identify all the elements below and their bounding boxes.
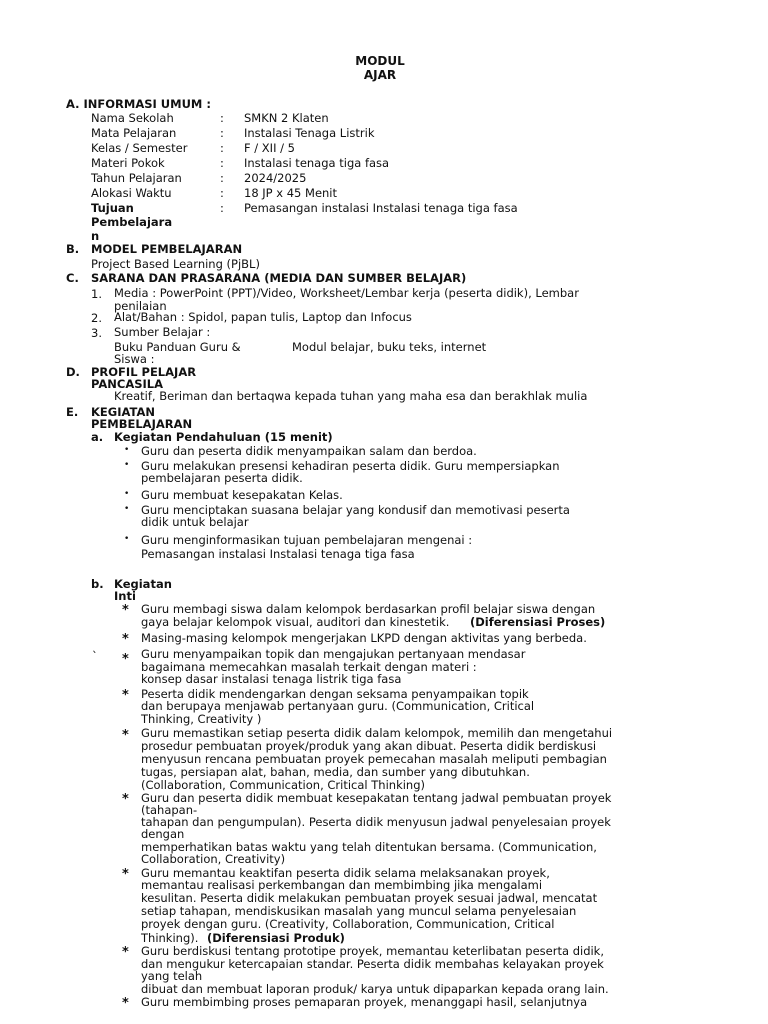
star-bullet-icon: * — [122, 632, 129, 647]
section-d-letter: D. — [66, 365, 80, 379]
list-number: 3. — [91, 326, 102, 340]
document-title-line-2: AJAR — [363, 68, 397, 82]
info-colon: : — [220, 186, 224, 200]
list-item-line: memperhatikan batas waktu yang telah ditentukan bersama. (Communication, — [141, 840, 597, 854]
list-item-line: Alat/Bahan : Spidol, papan tulis, Laptop dan Infocus — [114, 310, 412, 324]
list-item-line: Guru menciptakan suasana belajar yang kondusif dan memotivasi peserta — [141, 503, 570, 517]
info-label: Tahun Pelajaran — [91, 171, 182, 185]
info-colon: : — [220, 171, 224, 185]
list-item-line: didik untuk belajar — [141, 515, 249, 529]
subsection-a-heading: Kegiatan Pendahuluan (15 menit) — [114, 430, 333, 444]
subsection-b-heading: Inti — [114, 589, 136, 603]
list-item-line: proyek dengan guru. (Creativity, Collaboration, Communication, Critical — [141, 917, 555, 931]
info-value: 2024/2025 — [244, 171, 307, 185]
list-item-line: pembelajaran peserta didik. — [141, 471, 303, 485]
list-item-line: Guru menyampaikan topik dan mengajukan pertanyaan mendasar — [141, 647, 526, 661]
document-title-line-1: MODUL — [355, 54, 405, 68]
section-e-heading: KEGIATAN — [91, 405, 155, 419]
list-item-line: Media : PowerPoint (PPT)/Video, Worksheet/Lembar kerja (peserta didik), Lembar — [114, 286, 579, 300]
list-number: 1. — [91, 287, 102, 301]
list-item-line: Guru memantau keaktifan peserta didik selama melaksanakan proyek, — [141, 866, 550, 880]
list-item-line: konsep dasar instalasi tenaga listrik tiga fasa — [141, 672, 402, 686]
differentiation-tag: (Diferensiasi Produk) — [207, 931, 345, 945]
list-item-line: Guru membimbing proses pemaparan proyek, menanggapi hasil, selanjutnya — [141, 995, 588, 1009]
star-bullet-icon: * — [122, 792, 129, 807]
model-text: Project Based Learning (PjBL) — [91, 257, 260, 271]
list-item-line: Peserta didik mendengarkan dengan seksama penyampaikan topik — [141, 687, 529, 701]
list-item-line: Pemasangan instalasi Instalasi tenaga tiga fasa — [141, 547, 415, 561]
list-item-line: (tahapan- — [141, 803, 198, 817]
section-c-heading: SARANA DAN PRASARANA (MEDIA DAN SUMBER BELAJAR) — [91, 271, 467, 285]
section-d-heading: PROFIL PELAJAR — [91, 365, 197, 379]
bullet-icon: • — [124, 504, 130, 514]
section-a-heading: A. INFORMASI UMUM : — [66, 97, 211, 111]
tujuan-label: Tujuan — [91, 201, 134, 215]
tujuan-label: Pembelajara — [91, 215, 173, 229]
list-item-line: Guru membagi siswa dalam kelompok berdasarkan profil belajar siswa dengan — [141, 602, 596, 616]
info-colon: : — [220, 201, 224, 215]
star-bullet-icon: * — [122, 728, 129, 743]
star-bullet-icon: * — [122, 867, 129, 882]
section-e-heading: PEMBELAJARAN — [91, 417, 193, 431]
star-bullet-icon: * — [122, 688, 129, 703]
list-item-line: Collaboration, Creativity) — [141, 852, 286, 866]
tujuan-label: n — [91, 229, 100, 243]
list-item-line: dan mengukur ketercapaian standar. Peserta didik membahas kelayakan proyek — [141, 957, 604, 971]
list-item-line: setiap tahapan, mendiskusikan masalah yang muncul selama penyelesaian — [141, 904, 577, 918]
info-label: Alokasi Waktu — [91, 186, 172, 200]
list-item-line: Guru membuat kesepakatan Kelas. — [141, 488, 343, 502]
list-number: 2. — [91, 311, 102, 325]
section-c-letter: C. — [66, 271, 79, 285]
sumber-label: Siswa : — [114, 352, 155, 366]
list-item-line: Guru dan peserta didik membuat kesepakatan tentang jadwal pembuatan proyek — [141, 791, 612, 805]
subsection-b-heading: Kegiatan — [114, 577, 172, 591]
bullet-icon: • — [124, 445, 130, 455]
sumber-label: Buku Panduan Guru & — [114, 340, 241, 354]
list-item-line: Guru melakukan presensi kehadiran peserta didik. Guru mempersiapkan — [141, 459, 560, 473]
bullet-icon: • — [124, 534, 130, 544]
section-b-heading: MODEL PEMBELAJARAN — [91, 242, 243, 256]
list-item-line: (Collaboration, Communication, Critical Thinking) — [141, 778, 425, 792]
list-item-line: Thinking). — [141, 931, 199, 945]
subsection-b-label: b. — [91, 577, 104, 591]
info-value: F / XII / 5 — [244, 141, 295, 155]
section-b-letter: B. — [66, 242, 80, 256]
star-bullet-icon: * — [122, 603, 129, 618]
section-d-heading: PANCASILA — [91, 377, 164, 391]
list-item-line: Masing-masing kelompok mengerjakan LKPD dengan aktivitas yang berbeda. — [141, 631, 587, 645]
info-value: Instalasi tenaga tiga fasa — [244, 156, 390, 170]
list-item-line: Thinking, Creativity ) — [141, 712, 262, 726]
subsection-a-label: a. — [91, 430, 104, 444]
list-item-line: Guru dan peserta didik menyampaikan salam dan berdoa. — [141, 444, 477, 458]
star-bullet-icon: * — [122, 652, 129, 667]
sumber-value: Modul belajar, buku teks, internet — [292, 340, 487, 354]
differentiation-tag: (Diferensiasi Proses) — [470, 615, 606, 629]
tujuan-value: Pemasangan instalasi Instalasi tenaga tiga fasa — [244, 201, 518, 215]
info-label: Materi Pokok — [91, 156, 165, 170]
info-label: Kelas / Semester — [91, 141, 188, 155]
star-bullet-icon: * — [122, 996, 129, 1011]
list-item-line: menyusun rencana pembuatan proyek pemecahan masalah meliputi pembagian — [141, 752, 607, 766]
star-bullet-icon: * — [122, 945, 129, 960]
list-item-line: tugas, persiapan alat, bahan, media, dan sumber yang dibutuhkan. — [141, 765, 530, 779]
list-item-line: kesulitan. Peserta didik melakukan pembuatan proyek sesuai jadwal, mencatat — [141, 891, 598, 905]
list-item-line: gaya belajar kelompok visual, auditori dan kinestetik. — [141, 615, 450, 629]
info-value: SMKN 2 Klaten — [244, 111, 329, 125]
bullet-icon: • — [124, 489, 130, 499]
info-label: Nama Sekolah — [91, 111, 174, 125]
list-item-line: Sumber Belajar : — [114, 325, 211, 339]
info-colon: : — [220, 126, 224, 140]
list-item-line: memantau realisasi perkembangan dan membimbing jika mengalami — [141, 878, 543, 892]
list-item-line: tahapan dan pengumpulan). Peserta didik menyusun jadwal penyelesaian proyek — [141, 815, 611, 829]
list-item-line: prosedur pembuatan proyek/produk yang akan dibuat. Peserta didik berdiskusi — [141, 739, 597, 753]
stray-mark: ` — [92, 649, 98, 663]
section-e-letter: E. — [66, 405, 79, 419]
list-item-line: Guru menginformasikan tujuan pembelajaran mengenai : — [141, 533, 473, 547]
info-colon: : — [220, 111, 224, 125]
list-item-line: Guru berdiskusi tentang prototipe proyek, memantau keterlibatan peserta didik, — [141, 944, 604, 958]
info-label: Mata Pelajaran — [91, 126, 177, 140]
list-item-line: yang telah — [141, 969, 203, 983]
list-item-line: dengan — [141, 827, 185, 841]
profil-text: Kreatif, Beriman dan bertaqwa kepada tuhan yang maha esa dan berakhlak mulia — [114, 389, 588, 403]
list-item-line: penilaian — [114, 299, 167, 313]
list-item-line: dan berupaya menjawab pertanyaan guru. (Communication, Critical — [141, 699, 535, 713]
info-colon: : — [220, 141, 224, 155]
info-value: 18 JP x 45 Menit — [244, 186, 338, 200]
info-colon: : — [220, 156, 224, 170]
list-item-line: dibuat dan membuat laporan produk/ karya untuk dipaparkan kepada orang lain. — [141, 982, 609, 996]
info-value: Instalasi Tenaga Listrik — [244, 126, 375, 140]
bullet-icon: • — [124, 460, 130, 470]
list-item-line: Guru memastikan setiap peserta didik dalam kelompok, memilih dan mengetahui — [141, 726, 613, 740]
list-item-line: bagaimana memecahkan masalah terkait dengan materi : — [141, 660, 477, 674]
